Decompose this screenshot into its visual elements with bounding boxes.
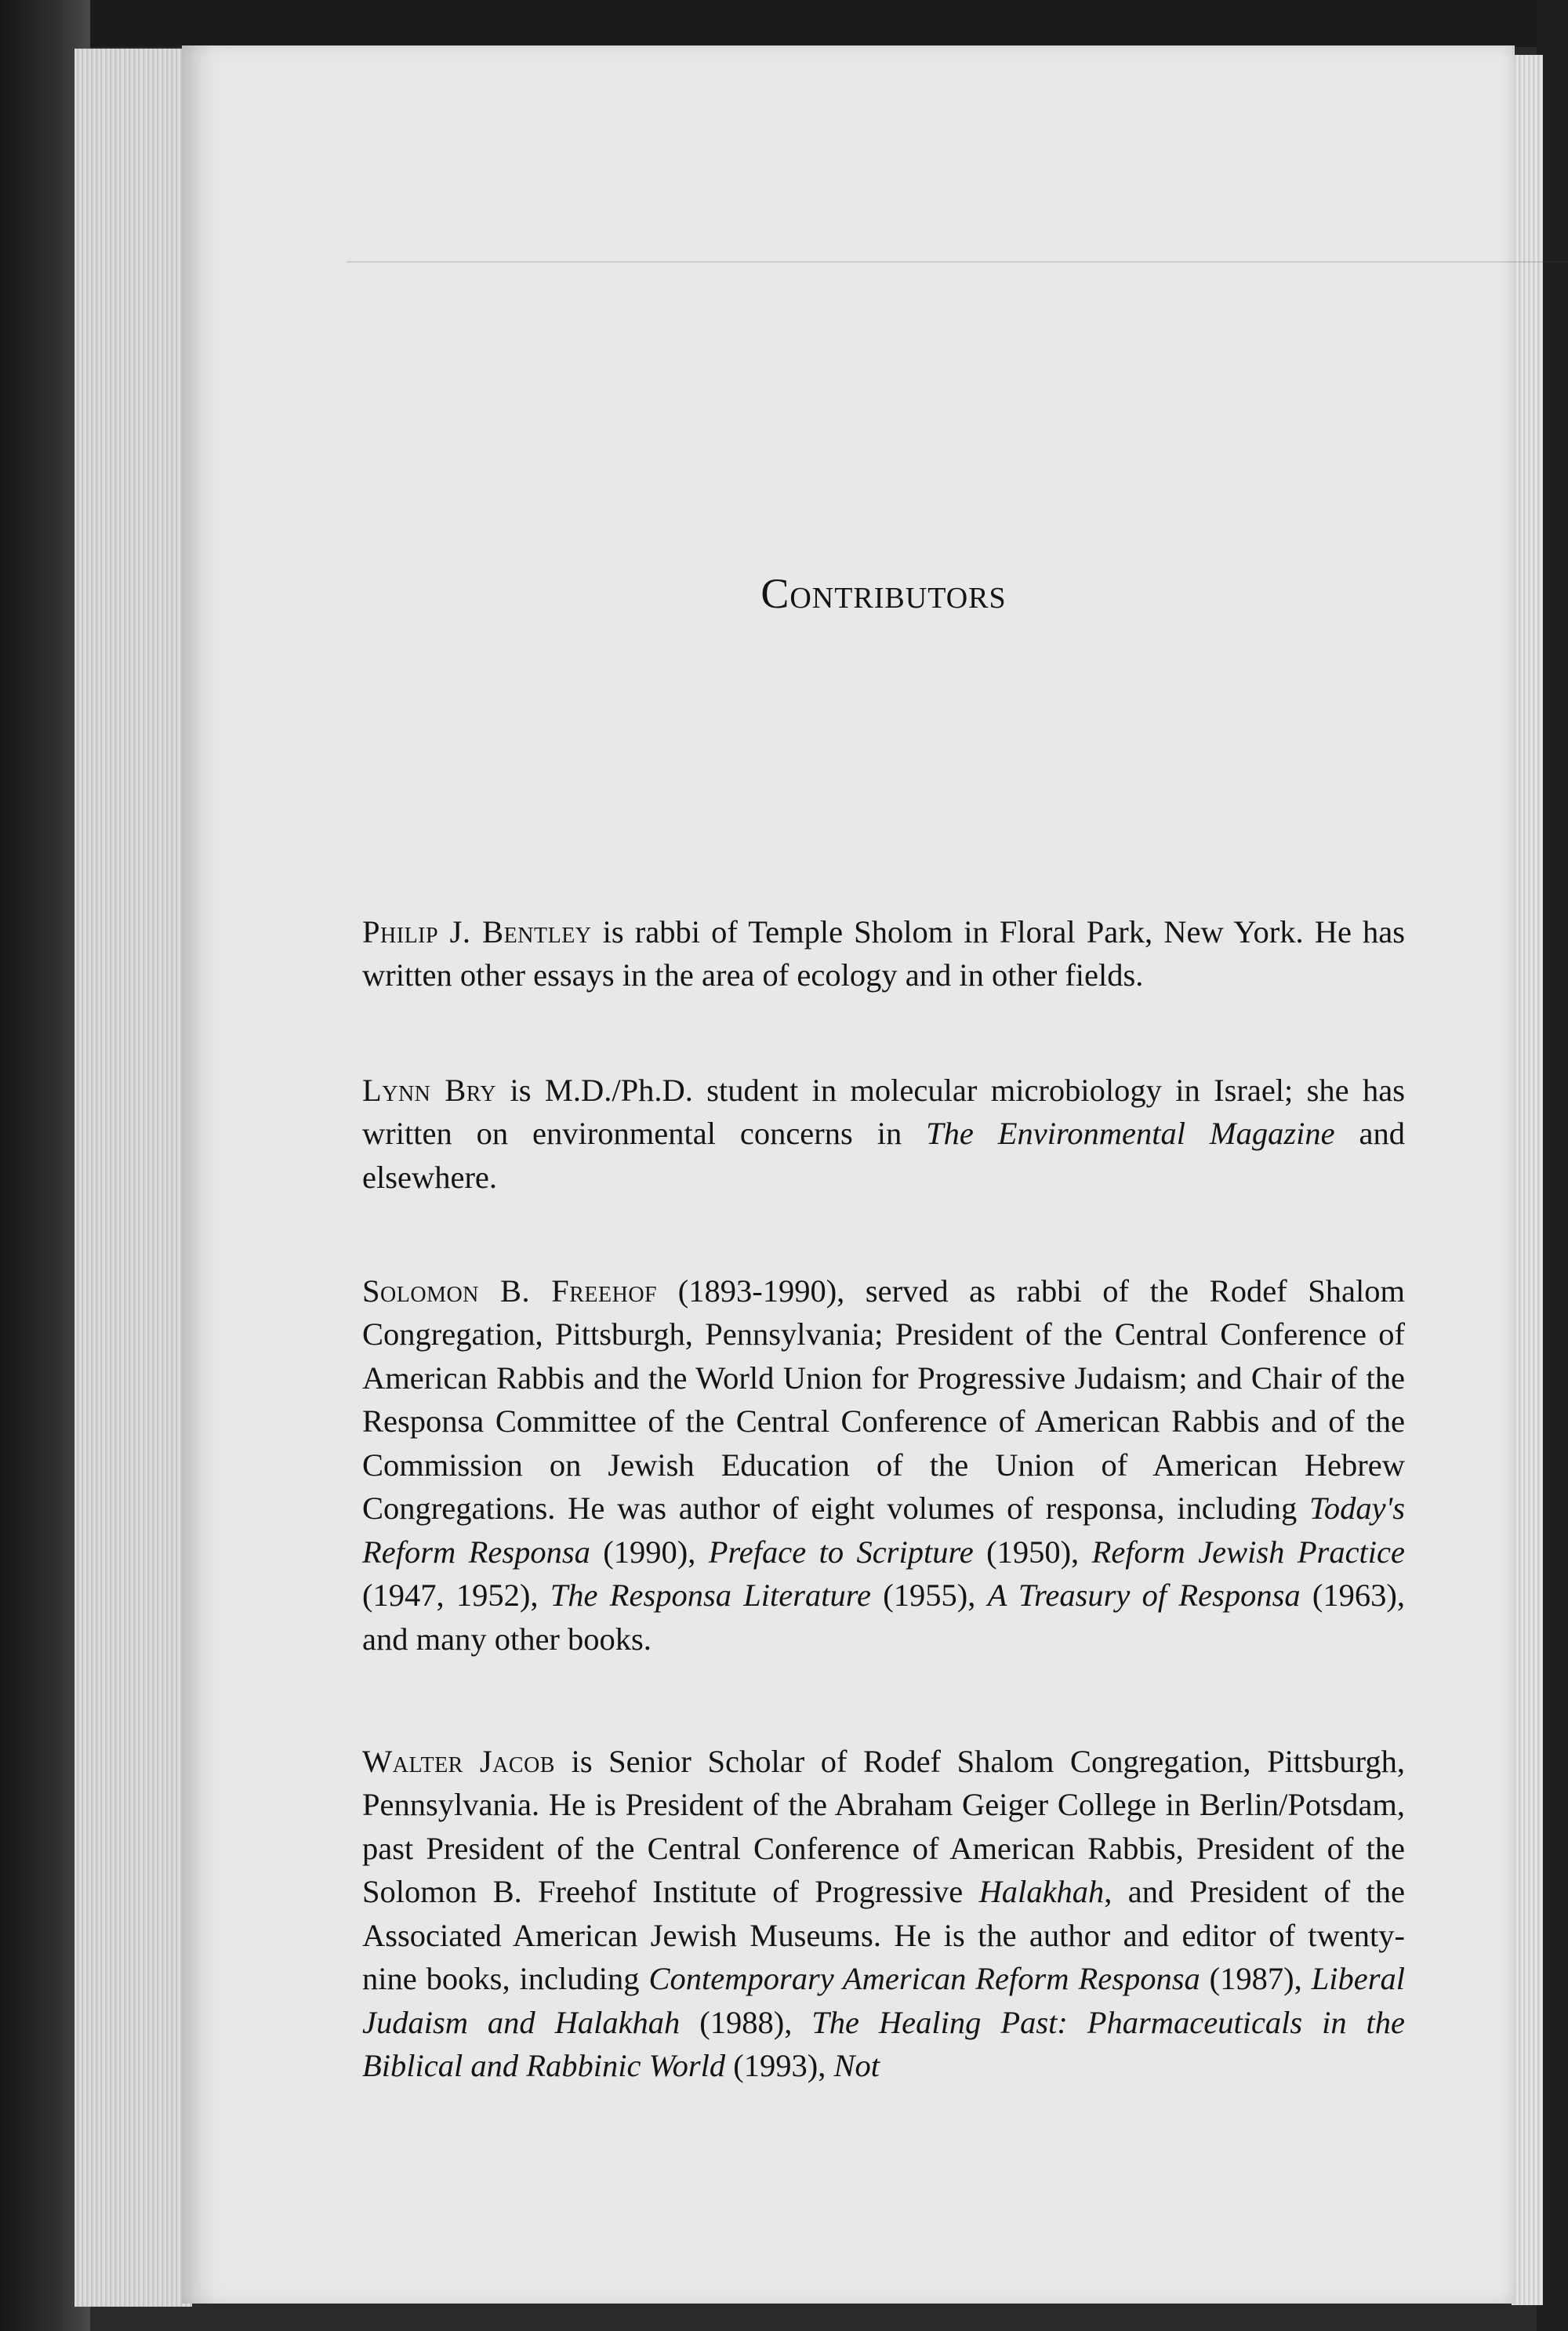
contributor-entry-bry [362, 1069, 1405, 1200]
contributor-bio: (1993), [725, 2048, 834, 2083]
publication-title: The Healing Past: Pharmaceuticals in the Biblical and Rabbinic World [362, 2004, 1406, 2083]
publication-title: Preface to Scripture [708, 1534, 974, 1570]
page-stack-edge-right [1512, 55, 1543, 2305]
contributor-bio: (1955), [870, 1578, 988, 1613]
contributor-bio: is Senior Scholar of Rodef Shalom Congregation, Pittsburgh, Pennsylvania. He is President of the Abraham Geiger College in Berlin/Potsdam, past President of the Central Conference of American Rabbis, President of the Solomon B. Freehof Institute of Progressive [362, 1743, 1406, 1909]
publication-title: Reform Jewish Practice [1091, 1534, 1405, 1570]
publication-title: The Responsa Literature [550, 1578, 871, 1613]
publication-title: The Environmental Magazine [926, 1116, 1335, 1151]
contributor-name: Solomon B. Freehof [362, 1273, 658, 1309]
publication-title: Today's Reform Responsa [362, 1490, 1405, 1570]
contributor-name: Philip J. Bentley [362, 913, 592, 949]
contributor-name: Lynn Bry [362, 1072, 497, 1108]
contributor-entry-freehof [362, 1269, 1405, 1661]
contributor-bio: (1963), and many other books. [362, 1578, 1405, 1657]
contributor-bio: (1988), [680, 2004, 812, 2040]
contributor-bio: , and President of the Associated American Jewish Museums. He is the author and editor of twenty-nine books, including [362, 1874, 1406, 1996]
publication-title: Not [833, 2048, 880, 2083]
publication-title: Liberal Judaism and Halakhah [362, 1961, 1405, 2040]
contributor-entry-jacob [362, 1740, 1405, 2088]
page-title: Contributors [760, 570, 1007, 618]
show-through-reverse-page [354, 281, 1562, 325]
contributor-bio: (1893-1990), served as rabbi of the Rodef Shalom Congregation, Pittsburgh, Pennsylvania; President of the Central Conference of American Rabbis and the World Union for Progressive Judaism; and Chair of the Responsa Committee of the Central Conference of American Rabbis and of the Commission on Jewish Education of the Union of American Hebrew Congregations. He was author of eight volumes of responsa, including [362, 1273, 1405, 1526]
scanner-background-top [0, 0, 1568, 47]
contributor-bio: (1990), [590, 1534, 709, 1570]
contributor-bio: is rabbi of Temple Sholom in Floral Park, New York. He has written other essays in the area of ecology and in other fields. [362, 913, 1406, 993]
contributor-bio: and elsewhere. [362, 1116, 1405, 1195]
contributor-name: Walter Jacob [362, 1743, 555, 1779]
show-through-header-rule [347, 261, 1568, 263]
contributor-bio: (1947, 1952), [362, 1578, 550, 1613]
contributor-bio: (1950), [973, 1534, 1092, 1570]
publication-title: Contemporary American Reform Responsa [648, 1961, 1200, 1996]
page-stack-edge-left [74, 49, 192, 2307]
publication-title: Halakhah [978, 1874, 1105, 1909]
contributor-bio: is M.D./Ph.D. student in molecular microbiology in Israel; she has written on environmental concerns in [362, 1072, 1405, 1151]
publication-title: A Treasury of Responsa [987, 1578, 1301, 1613]
contributor-entry-bentley [362, 910, 1405, 997]
contributor-bio: (1987), [1200, 1961, 1312, 1996]
